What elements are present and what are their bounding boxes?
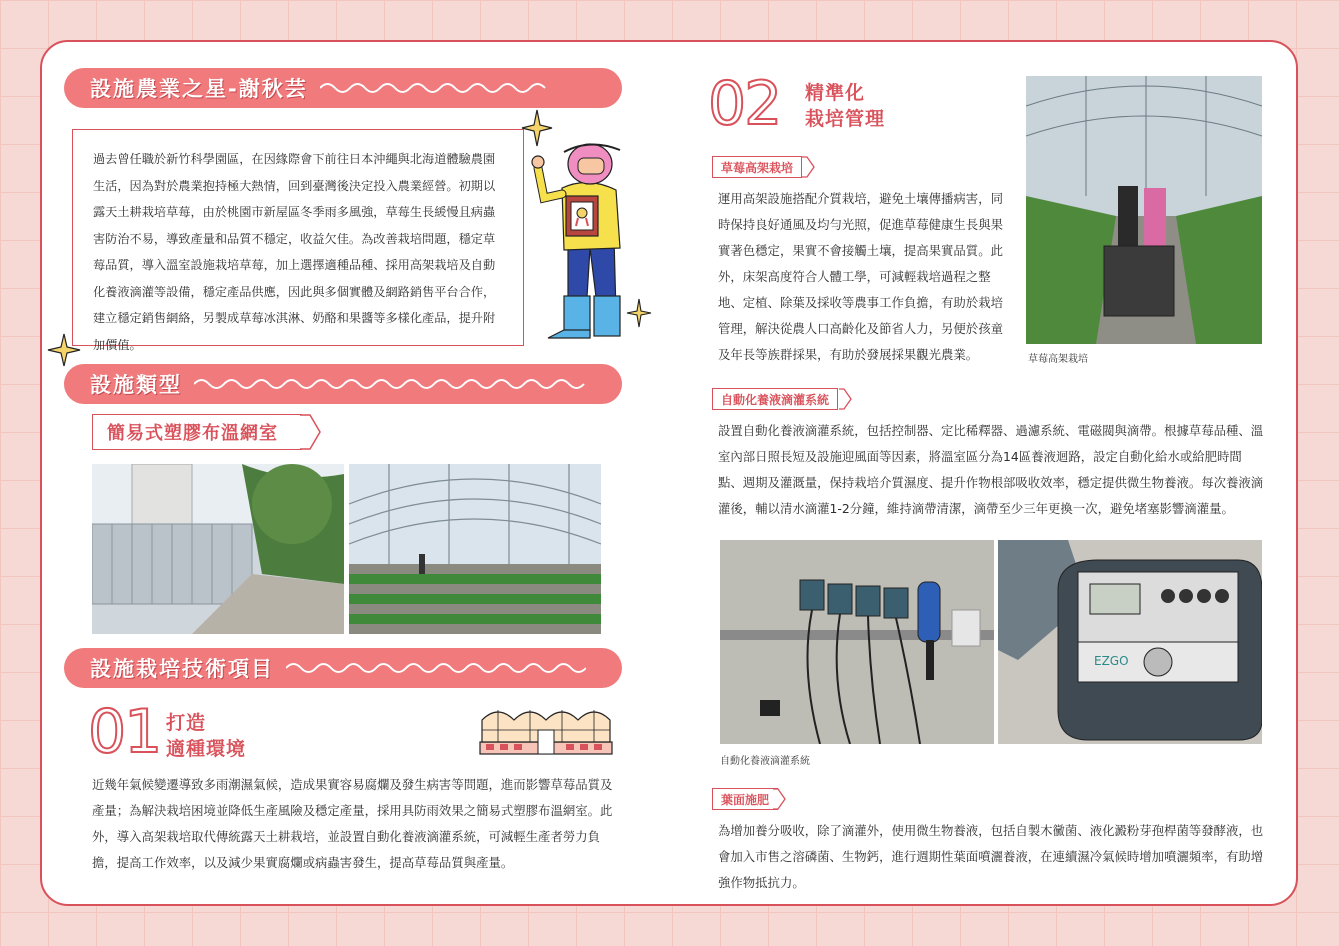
- tag-drip-system-label: 自動化養液滴灌系統: [721, 392, 830, 407]
- caption-drip-system: 自動化養液滴灌系統: [720, 756, 810, 767]
- banner-tech: [64, 648, 622, 688]
- caption-high-bed: 草莓高架栽培: [1028, 354, 1088, 365]
- page: [40, 40, 1298, 906]
- item-02-title-line1: 精準化: [805, 82, 866, 104]
- tag-high-bed-label: 草莓高架栽培: [721, 160, 794, 175]
- greenhouse-interior-photo: [349, 464, 601, 634]
- drip-system-photo: [720, 540, 994, 744]
- item-02-title-line2: 栽培管理: [805, 108, 886, 130]
- tag-arrow-icon: [802, 156, 816, 178]
- item-02-number: 02: [708, 69, 781, 139]
- facility-type-tag: [92, 414, 302, 450]
- sparkle-icon: [46, 332, 82, 368]
- facility-type-label: 簡易式塑膠布溫網室: [107, 423, 278, 444]
- greenhouse-exterior-photo: [92, 464, 344, 634]
- controller-photo: [998, 540, 1262, 744]
- wave-decoration-icon: [320, 81, 550, 95]
- wave-decoration-icon: [286, 661, 586, 675]
- tag-arrow-icon: [300, 414, 322, 450]
- banner-type: [64, 364, 622, 404]
- greenhouse-icon: [476, 702, 616, 758]
- banner-star-title: 設施農業之星-謝秋芸: [90, 77, 308, 101]
- item-01-number: 01: [88, 697, 161, 767]
- intro-box: [72, 129, 524, 352]
- banner-tech-title: 設施栽培技術項目: [90, 657, 274, 681]
- banner-type-title: 設施類型: [90, 373, 182, 397]
- tag-arrow-icon: [839, 388, 853, 410]
- item-01-title-line2: 適種環境: [166, 738, 247, 760]
- tag-high-bed: [712, 156, 802, 178]
- banner-star: [64, 68, 622, 108]
- farmer-illustration-icon: [528, 138, 632, 348]
- tag-arrow-icon: [773, 788, 787, 810]
- wave-decoration-icon: [194, 377, 594, 391]
- item-02-body3: 為增加養分吸收，除了滴灌外，使用微生物養液，包括自製木黴菌、液化澱粉芽孢桿菌等發酵液，也會加入市售之溶磷菌、生物鈣，進行週期性葉面噴灑養液，在連續濕冷氣候時增加噴灑頻率，有助增強作物抵抗力。: [718, 823, 1264, 890]
- svg-text:EZGO: EZGO: [1094, 654, 1129, 668]
- item-02-body2: 設置自動化養液滴灌系統，包括控制器、定比稀釋器、過濾系統、電磁閥與滴帶。根據草莓品種、溫室內部日照長短及設施迎風面等因素，將溫室區分為14區養液迴路，設定自動化給水或給肥時間點、週期及灌溉量，保持栽培介質濕度、提升作物根部吸收效率，穩定提供微生物養液。每次養液滴灌後，輔以清水滴灌1-2分鐘，維持滴帶清潔，滴帶至少三年更換一次，避免堵塞影響滴灌量。: [718, 423, 1264, 516]
- item-01-body: 近幾年氣候變遷導致多雨潮濕氣候，造成果實容易腐爛及發生病害等問題，進而影響草莓品質及產量；為解決栽培困境並降低生產風險及穩定產量，採用具防雨效果之簡易式塑膠布溫網室。此外，導入高架栽培取代傳統露天土耕栽培，並設置自動化養液滴灌系統，可減輕生產者勞力負擔，提高工作效率，以及減少果實腐爛或病蟲害發生，提高草莓品質與產量。: [92, 777, 613, 870]
- high-bed-photo: [1026, 76, 1262, 344]
- item-02-body1: 運用高架設施搭配介質栽培，避免土壤傳播病害，同時保持良好通風及均勻光照，促進草莓健康生長與果實著色穩定，果實不會接觸土壤，提高果實品質。此外，床架高度符合人體工學，可減輕栽培過程之整地、定植、除葉及採收等農事工作負擔，有助於栽培管理，解決從農人口高齡化及節省人力，另便於孩童及年長等族群採果，有助於發展採果觀光農業。: [718, 191, 1003, 362]
- tag-foliar-feeding: [712, 788, 778, 810]
- intro-text: 過去曾任職於新竹科學園區，在因緣際會下前往日本沖繩與北海道體驗農園生活，因為對於農業抱持極大熱情，回到臺灣後決定投入農業經營。初期以露天土耕栽培草莓，由於桃園市新屋區冬季雨多風強，草莓生長緩慢且病蟲害防治不易，導致產量和品質不穩定，收益欠佳。為改善栽培問題，穩定草莓品質，導入溫室設施栽培草莓，加上選擇適種品種、採用高架栽培及自動化養液滴灌等設備，穩定產品供應，因此與多個實體及網路銷售平台合作，建立穩定銷售網絡，另製成草莓冰淇淋、奶酪和果醬等多樣化產品，提升附加價值。: [93, 152, 496, 352]
- tag-drip-system: [712, 388, 838, 410]
- item-01-title-line1: 打造: [166, 712, 207, 734]
- tag-foliar-feeding-label: 葉面施肥: [721, 792, 770, 807]
